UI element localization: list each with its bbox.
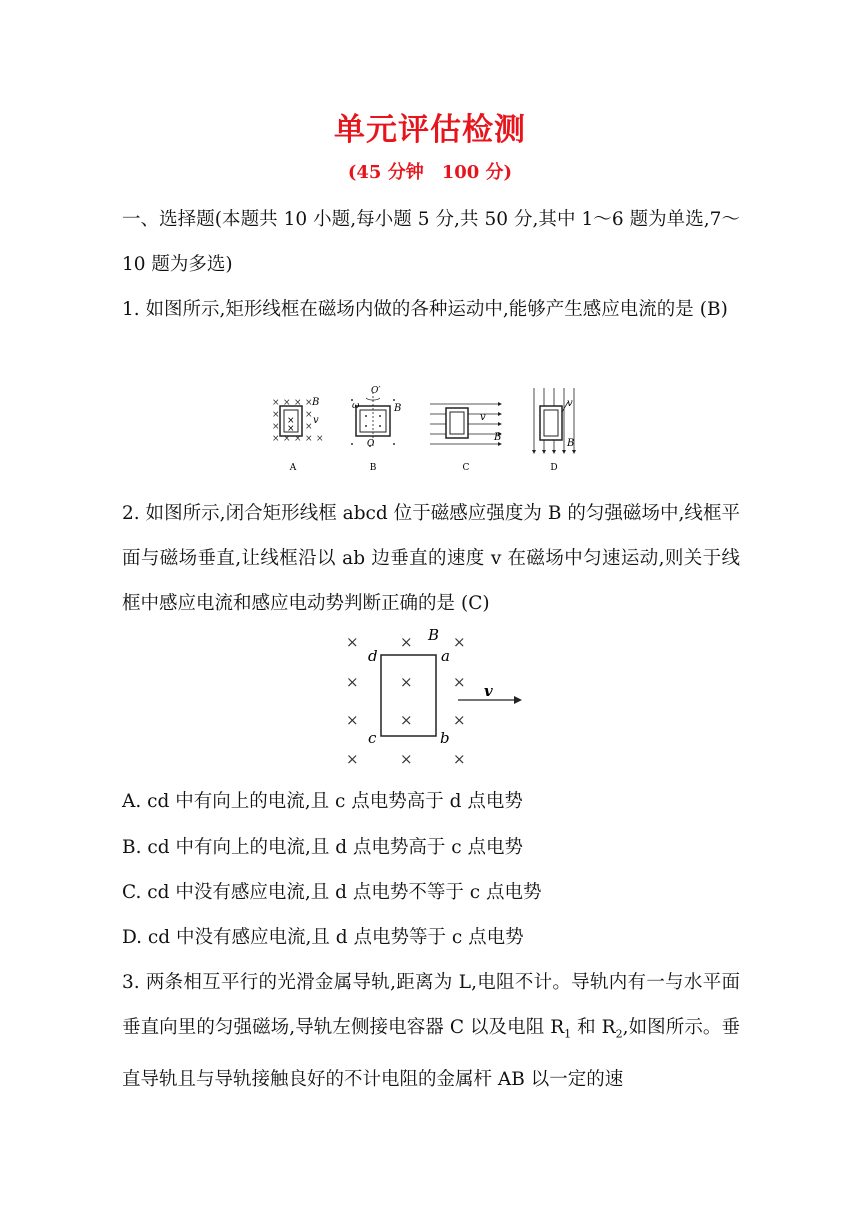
corner-d-label: d <box>368 647 378 665</box>
svg-text:×: × <box>305 398 313 408</box>
svg-text:×: × <box>272 422 280 432</box>
svg-text:×: × <box>294 398 302 408</box>
question-3-sub2: 2 <box>615 1027 623 1041</box>
question-3-and: 和 R <box>571 1017 616 1038</box>
figure-a-velocity-label: v <box>313 415 319 426</box>
svg-text:×: × <box>272 398 280 408</box>
question-2-option-a: A. cd 中有向上的电流,且 c 点电势高于 d 点电势 <box>122 791 523 812</box>
svg-text:×: × <box>305 410 313 420</box>
svg-text:×: × <box>283 434 291 444</box>
svg-text:×: × <box>305 422 313 432</box>
question-2-answer: (C) <box>461 593 490 614</box>
figure-panel-c <box>430 402 502 473</box>
svg-text:×: × <box>316 434 324 444</box>
question-3-stem-part2: ,如图所示。垂直导轨且与导轨接触良好的不计电阻的金属杆 AB 以一定的速 <box>122 1017 740 1090</box>
svg-text:×: × <box>400 633 413 651</box>
figure-d-velocity-label: v <box>567 398 573 409</box>
question-1-answer: (B) <box>699 299 728 320</box>
svg-text:×: × <box>400 750 413 768</box>
svg-text:×: × <box>294 434 302 444</box>
corner-b-label: b <box>440 729 450 747</box>
question-2-option-b: B. cd 中有向上的电流,且 d 点电势高于 c 点电势 <box>122 837 524 858</box>
svg-text:×: × <box>400 711 413 729</box>
figure-panel-a <box>272 397 324 473</box>
svg-text:×: × <box>287 424 295 434</box>
page-title: 单元评估检测 <box>334 112 526 148</box>
figure-label-a: A <box>289 463 297 473</box>
figure-panel-d <box>532 388 576 473</box>
svg-text:×: × <box>346 633 359 651</box>
figure-2-field-label: B <box>428 626 440 644</box>
svg-text:×: × <box>272 434 280 444</box>
figure-d-field-label: B <box>567 438 575 449</box>
svg-text:×: × <box>400 673 413 691</box>
figure-label-b: B <box>369 463 377 473</box>
figure-c-velocity-label: v <box>480 412 486 423</box>
question-1 <box>122 287 740 332</box>
figure-b-axis-top: O′ <box>371 386 381 396</box>
figure-c-field-label: B <box>494 432 502 443</box>
question-2-option-c: C. cd 中没有感应电流,且 d 点电势不等于 c 点电势 <box>122 882 542 903</box>
figure-b-field-label: B <box>394 403 402 414</box>
velocity-arrowhead <box>514 696 522 704</box>
question-3-stem-part1: 3. 两条相互平行的光滑金属导轨,距离为 L,电阻不计。导轨内有一与水平面垂直向里的匀强磁场,导轨左侧接电容器 C 以及电阻 R <box>122 972 740 1038</box>
question-1-stem: 1. 如图所示,矩形线框在磁场内做的各种运动中,能够产生感应电流的是 <box>122 299 694 320</box>
figure-panel-b <box>351 386 401 473</box>
svg-text:×: × <box>272 410 280 420</box>
svg-text:×: × <box>346 673 359 691</box>
svg-text:×: × <box>283 398 291 408</box>
svg-text:×: × <box>453 711 466 729</box>
figure-b-axis-bottom: O <box>367 439 375 449</box>
corner-a-label: a <box>441 647 450 665</box>
question-2-figure <box>336 624 536 770</box>
question-2 <box>122 491 740 626</box>
figure-label-c: C <box>462 463 470 473</box>
svg-text:×: × <box>305 434 313 444</box>
question-2-option-d: D. cd 中没有感应电流,且 d 点电势等于 c 点电势 <box>122 927 524 948</box>
question-2-stem: 2. 如图所示,闭合矩形线框 abcd 位于磁感应强度为 B 的匀强磁场中,线框平面与磁场垂直,让线框沿以 ab 边垂直的速度 v 在磁场中匀速运动,则关于线框中感应电流和感应电动势判断正确的是 <box>122 503 740 614</box>
figure-2-velocity-label: v <box>484 682 493 700</box>
svg-text:×: × <box>346 711 359 729</box>
page-subtitle: (45 分钟 100 分) <box>347 162 513 183</box>
svg-text:×: × <box>453 673 466 691</box>
figure-a-field-label: B <box>312 397 320 408</box>
svg-text:×: × <box>287 416 295 426</box>
figure-label-d: D <box>550 463 558 473</box>
svg-text:×: × <box>453 633 466 651</box>
svg-text:×: × <box>453 750 466 768</box>
question-3-sub1: 1 <box>564 1027 572 1041</box>
question-1-figure <box>262 384 602 476</box>
section-instruction: 一、选择题(本题共 10 小题,每小题 5 分,共 50 分,其中 1～6 题为单选,7～10 题为多选) <box>122 209 740 275</box>
svg-text:×: × <box>346 750 359 768</box>
question-3 <box>122 960 740 1102</box>
figure-b-omega: ω <box>352 401 360 411</box>
corner-c-label: c <box>368 729 377 747</box>
